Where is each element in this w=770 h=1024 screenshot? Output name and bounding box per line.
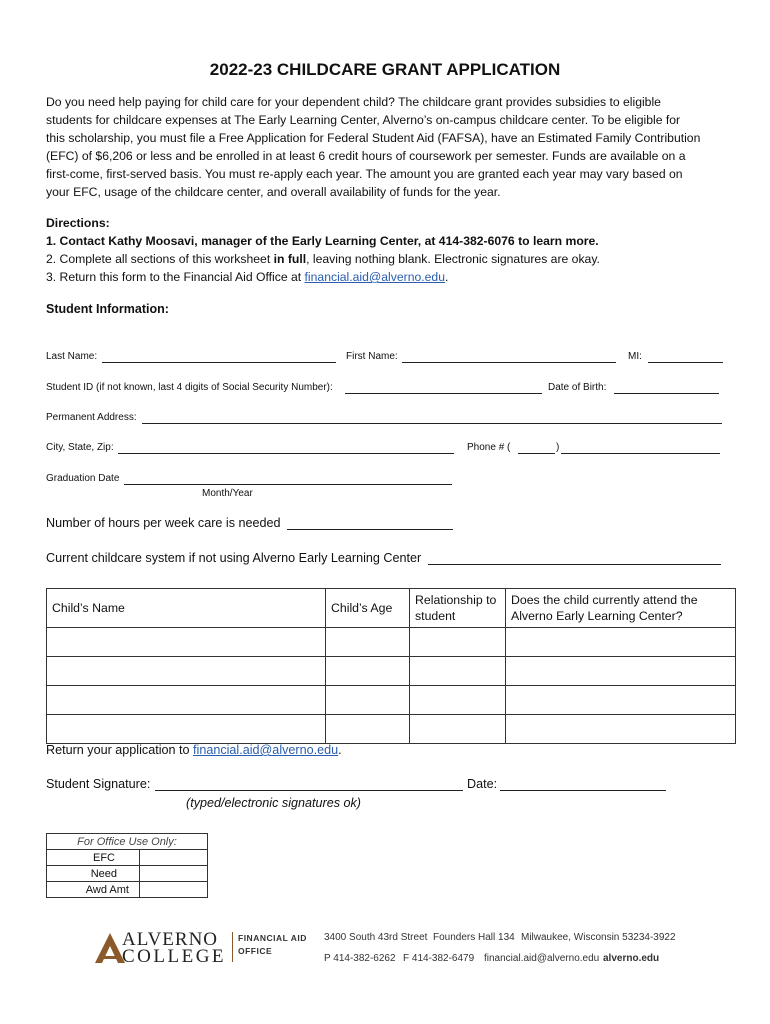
office-use-table	[46, 833, 208, 898]
student-id-field[interactable]	[345, 382, 542, 394]
children-table	[46, 588, 736, 744]
intro-line: (EFC) of $6,206 or less and be enrolled in at least 6 credit hours of coursework per semester. Funds are available on a	[46, 149, 686, 163]
intro-line: Do you need help paying for child care for your dependent child? The childcare grant provides subsidies to eligible	[46, 95, 661, 109]
intro-line: your EFC, usage of the childcare center, and overall availability of funds for the year.	[46, 185, 501, 199]
email-link[interactable]: financial.aid@alverno.edu	[304, 270, 445, 284]
grad-date-hint: Month/Year	[202, 488, 253, 499]
header-child-age: Child’s Age	[326, 589, 410, 628]
office-award-value[interactable]	[140, 882, 208, 898]
table-row	[47, 628, 736, 657]
dept-line-1: FINANCIAL AID	[238, 933, 307, 943]
grad-date-label: Graduation Date	[46, 473, 120, 484]
city-label: City, State, Zip:	[46, 442, 114, 453]
directions-heading: Directions:	[46, 216, 110, 230]
last-name-field[interactable]	[102, 351, 336, 363]
page-title: 2022-23 CHILDCARE GRANT APPLICATION	[209, 60, 561, 79]
child-age-cell[interactable]	[326, 628, 410, 657]
return-instruction: Return your application to financial.aid@alverno.edu.	[46, 743, 342, 757]
direction-item-1: 1. Contact Kathy Moosavi, manager of the Early Learning Center, at 414-382-6076 to learn more.	[46, 234, 599, 248]
attends-cell[interactable]	[506, 715, 736, 744]
relationship-cell[interactable]	[410, 628, 506, 657]
attends-cell[interactable]	[506, 657, 736, 686]
first-name-label: First Name:	[346, 351, 398, 362]
signature-field[interactable]	[155, 777, 463, 791]
header-relationship: Relationship to student	[410, 589, 506, 628]
table-header-row	[47, 589, 736, 628]
logo-text-bottom: COLLEGE	[122, 946, 227, 967]
hours-label: Number of hours per week care is needed	[46, 516, 281, 530]
intro-paragraph	[46, 93, 726, 201]
phone-area-field[interactable]	[518, 442, 555, 454]
header-child-name: Child’s Name	[47, 589, 326, 628]
table-row	[47, 657, 736, 686]
footer-email[interactable]: financial.aid@alverno.edu	[484, 953, 600, 964]
office-need-label: Need	[47, 866, 140, 882]
footer-city: Milwaukee, Wisconsin 53234-3922	[521, 932, 676, 943]
child-name-cell[interactable]	[47, 628, 326, 657]
city-field[interactable]	[118, 442, 454, 454]
dob-field[interactable]	[614, 382, 719, 394]
first-name-field[interactable]	[402, 351, 616, 363]
address-label: Permanent Address:	[46, 412, 137, 423]
footer-web[interactable]: alverno.edu	[603, 953, 660, 964]
attends-cell[interactable]	[506, 686, 736, 715]
table-row	[47, 686, 736, 715]
return-email-link[interactable]: financial.aid@alverno.edu	[193, 743, 339, 757]
alverno-logo	[92, 930, 322, 966]
office-use-heading: For Office Use Only:	[47, 834, 208, 850]
direction-item-2: 2. Complete all sections of this worksheet in full, leaving nothing blank. Electronic signatures are okay.	[46, 252, 600, 266]
attends-cell[interactable]	[506, 628, 736, 657]
date-label: Date:	[467, 777, 498, 791]
logo-divider	[232, 932, 233, 962]
last-name-label: Last Name:	[46, 351, 98, 362]
child-name-cell[interactable]	[47, 686, 326, 715]
dept-line-2: OFFICE	[238, 946, 273, 956]
mi-label: MI:	[628, 351, 642, 362]
logo-text-top: ALVERNO	[122, 929, 219, 950]
child-age-cell[interactable]	[326, 657, 410, 686]
intro-line: students for childcare expenses at The Early Learning Center, Alverno’s on-campus childcare center. To be eligible for	[46, 113, 681, 127]
relationship-cell[interactable]	[410, 686, 506, 715]
office-efc-value[interactable]	[140, 850, 208, 866]
phone-paren: )	[556, 442, 560, 453]
child-name-cell[interactable]	[47, 657, 326, 686]
student-info-heading: Student Information:	[46, 302, 169, 316]
dob-label: Date of Birth:	[548, 382, 607, 393]
footer-phone: P 414-382-6262	[324, 953, 396, 964]
intro-line: first-come, first-served basis. You must re-apply each year. The amount you are granted each year may vary based on	[46, 167, 683, 181]
office-award-label: Awd Amt	[47, 882, 140, 898]
footer-address: 3400 South 43rd Street	[324, 932, 428, 943]
address-field[interactable]	[142, 412, 722, 424]
mi-field[interactable]	[648, 351, 723, 363]
child-name-cell[interactable]	[47, 715, 326, 744]
signature-date-field[interactable]	[500, 777, 666, 791]
footer-fax: F 414-382-6479	[403, 953, 475, 964]
office-efc-label: EFC	[47, 850, 140, 866]
direction-item-3: 3. Return this form to the Financial Aid Office at financial.aid@alverno.edu.	[46, 270, 449, 284]
hours-field[interactable]	[287, 516, 453, 530]
phone-number-field[interactable]	[561, 442, 720, 454]
phone-label: Phone # (	[467, 442, 511, 453]
intro-line: this scholarship, you must file a Free Application for Federal Student Aid (FAFSA), have an Estimated Family Contribution	[46, 131, 701, 145]
student-id-label: Student ID (if not known, last 4 digits of Social Security Number):	[46, 382, 333, 393]
child-age-cell[interactable]	[326, 715, 410, 744]
table-row	[47, 715, 736, 744]
footer-hall: Founders Hall 134	[433, 932, 515, 943]
grad-date-field[interactable]	[124, 473, 452, 485]
child-age-cell[interactable]	[326, 686, 410, 715]
system-field[interactable]	[428, 551, 721, 565]
directions	[46, 214, 736, 286]
signature-hint: (typed/electronic signatures ok)	[186, 796, 361, 810]
header-attends: Does the child currently attend the Alverno Early Learning Center?	[506, 589, 736, 628]
relationship-cell[interactable]	[410, 657, 506, 686]
system-label: Current childcare system if not using Alverno Early Learning Center	[46, 551, 422, 565]
office-need-value[interactable]	[140, 866, 208, 882]
signature-label: Student Signature:	[46, 777, 151, 791]
relationship-cell[interactable]	[410, 715, 506, 744]
